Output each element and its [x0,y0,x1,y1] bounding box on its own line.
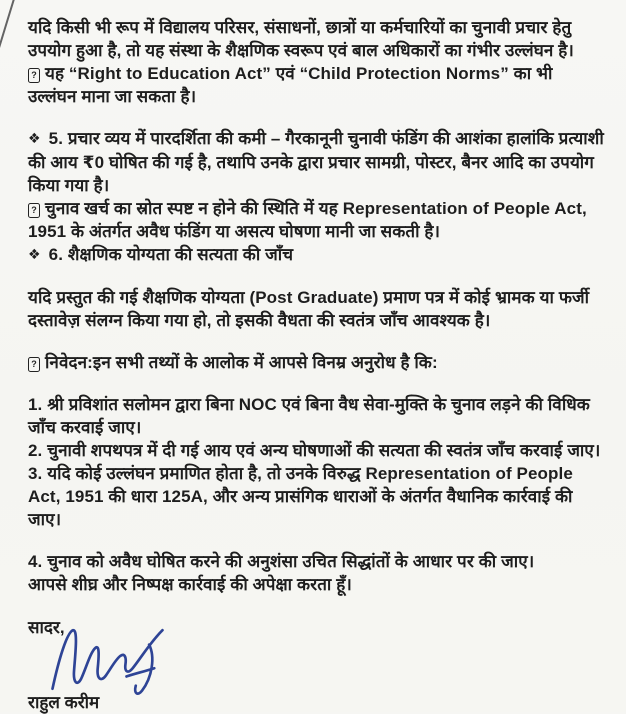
line-text: चुनाव खर्च का स्रोत स्पष्ट न होने की स्थिति में यह Representation of People Act, 1951 के अंतर्गत अवैध फंडिंग या असत्य घोषणा मानी जा सकती है। [28,199,587,241]
signer-name: राहुल करीम [28,693,100,712]
bullet-item [28,127,604,197]
diamond-bullet-icon: ❖ [28,130,45,146]
line-text: यदि प्रस्तुत की गई शैक्षणिक योग्यता (Post Graduate) प्रमाण पत्र में कोई भ्रामक या फर्जी दस्तावेज़ संलग्न किया गया हो, तो इसकी वैधता की स्वतंत्र जाँच आवश्यक है। [28,288,590,330]
paragraph [28,286,604,332]
letter-closing [0,616,626,714]
line-text: यदि किसी भी रूप में विद्यालय परिसर, संसाधनों, छात्रों या कर्मचारियों का चुनावी प्रचार हेतु उपयोग हुआ है, तो यह संस्था के शैक्षणिक स्वरूप एवं बाल अधिकारों का गंभीर उल्लंघन है। [28,18,574,60]
missing-glyph-box-icon: ? [28,68,40,83]
line-text: आपसे शीघ्र और निष्पक्ष कार्रवाई की अपेक्षा करता हूँ। [28,575,352,594]
paragraph [28,573,604,596]
diamond-bullet-icon: ❖ [28,246,45,262]
paragraph [28,439,604,462]
note-line [28,62,604,108]
paragraph [28,393,604,439]
line-text: 4. चुनाव को अवैध घोषित करने की अनुशंसा उचित सिद्धांतों के आधार पर की जाए। [28,552,535,571]
line-text: यह “Right to Education Act” एवं “Child Protection Norms” का भी उल्लंघन माना जा सकता है। [28,64,553,106]
bullet-item [28,243,604,267]
line-text: 6. शैक्षणिक योग्यता की सत्यता की जाँच [48,245,294,264]
line-text: 2. चुनावी शपथपत्र में दी गई आय एवं अन्य घोषणाओं की सत्यता की स्वतंत्र जाँच करवाई जाए। [28,441,601,460]
paragraph [28,462,604,531]
missing-glyph-box-icon: ? [28,357,40,372]
line-text: निवेदन:इन सभी तथ्यों के आलोक में आपसे विनम्र अनुरोध है कि: [45,353,438,372]
note-line [28,197,604,243]
note-line [28,351,604,374]
paragraph [28,550,604,573]
line-text: 1. श्री प्रविशांत सलोमन द्वारा बिना NOC एवं बिना वैध सेवा-मुक्ति के चुनाव लड़ने की विधिक जाँच करवाई जाए। [28,395,590,437]
missing-glyph-box-icon: ? [28,203,40,218]
paragraph [28,16,604,62]
line-text: 3. यदि कोई उल्लंघन प्रमाणित होता है, तो उनके विरुद्ध Representation of People Act, 1951 की धारा 125A, और अन्य प्रासंगिक धाराओं के अंतर्गत वैधानिक कार्रवाई की जाए। [28,464,573,529]
line-text: 5. प्रचार व्यय में पारदर्शिता की कमी – गैरकानूनी चुनावी फंडिंग की आशंका हालांकि प्रत्याशी की आय ₹0 घोषित की गई है, तथापि उनके द्वारा प्रचार सामग्री, पोस्टर, बैनर आदि का उपयोग किया गया है। [28,129,604,195]
closing-salutation: सादर, [28,618,65,637]
